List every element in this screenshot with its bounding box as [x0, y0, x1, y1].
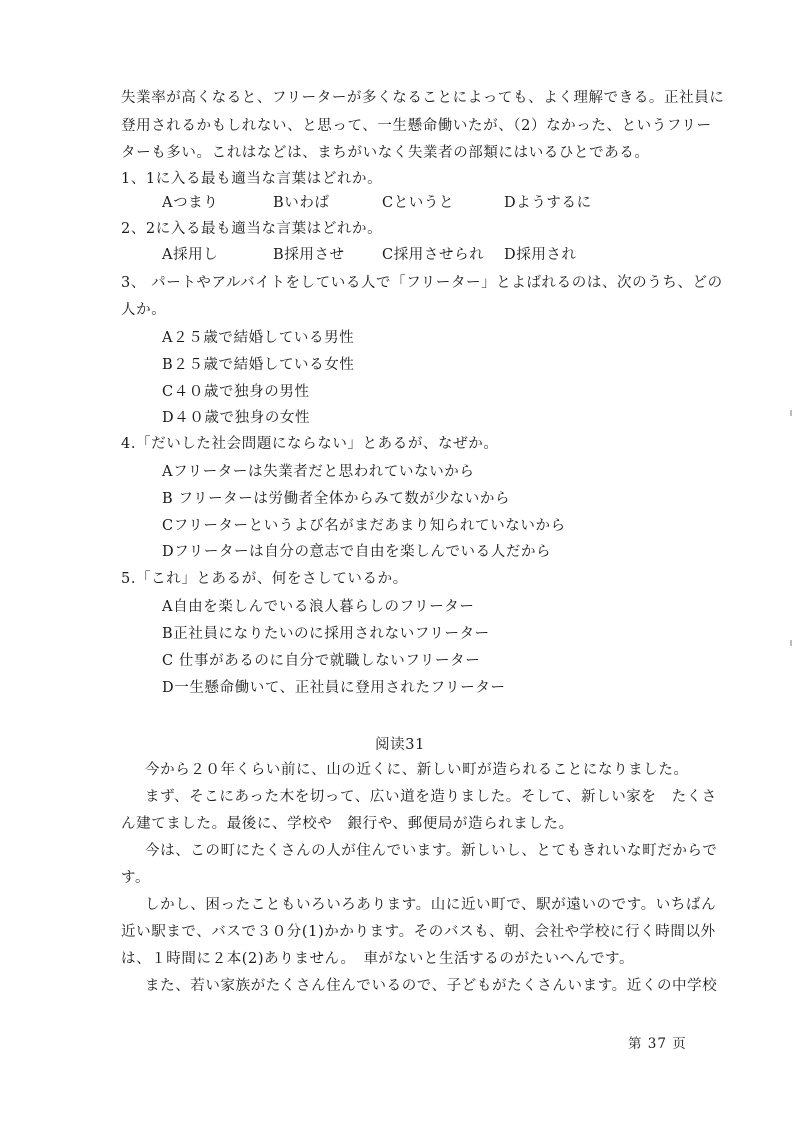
q4-option-c: Cフリーターというよび名がまだあまり知られていないから	[162, 518, 566, 534]
reading-line: ん建てました。最後に、学校や 銀行や、郵便局が造られました。	[121, 816, 574, 832]
page-number: 第 37 页	[628, 1036, 687, 1052]
question-3-stem-cont: 人か。	[121, 302, 167, 318]
question-1-stem: 1、1に入る最も適当な言葉はどれか。	[121, 171, 383, 187]
reading-line: 近い駅まで、バスで３０分(1)かかります。そのバスも、朝、会社や学校に行く時間以外	[121, 924, 716, 940]
q2-option-b: B採用させ	[273, 247, 345, 263]
q3-option-c: C４０歳で独身の男性	[162, 384, 310, 400]
reading-line: また、若い家族がたくさん住んでいるので、子どもがたくさんいます。近くの中学校	[145, 978, 718, 994]
q5-option-a: A自由を楽しんでいる浪人暮らしのフリーター	[162, 599, 475, 615]
passage-line: ターも多い。これはなどは、まちがいなく失業者の部類にはいるひとである。	[121, 145, 650, 161]
q4-option-b: B フリーターは労働者全体からみて数が少ないから	[162, 491, 511, 507]
reading-line: まず、そこにあった木を切って、広い道を造りました。そして、新しい家を たくさ	[145, 789, 717, 805]
q5-option-b: B正社員になりたいのに採用されないフリーター	[162, 626, 490, 642]
scan-mark	[790, 410, 792, 416]
reading-line: す。	[121, 870, 151, 886]
q2-option-c: C採用させられ	[382, 247, 485, 263]
q3-option-d: D４０歳で独身の女性	[162, 410, 311, 426]
q1-option-c: Cというと	[382, 195, 455, 211]
q3-option-b: B２５歳で結婚している女性	[162, 357, 355, 373]
passage-line: 登用されるかもしれない、と思って、一生懸命働いたが、（2）なかった、というフリー	[121, 118, 712, 134]
question-4-stem: 4.「だいした社会問題にならない」とあるが、なぜか。	[121, 436, 499, 452]
passage-line: 失業率が高くなると、フリーターが多くなることによっても、よく理解できる。正社員に	[121, 90, 725, 106]
q1-option-d: Dようするに	[504, 195, 592, 211]
q4-option-d: Dフリーターは自分の意志で自由を楽しんでいる人だから	[162, 544, 552, 560]
question-3-stem: 3、 パートやアルバイトをしている人で「フリーター」とよばれるのは、次のうち、どの	[121, 275, 723, 291]
q2-option-d: D採用され	[504, 247, 577, 263]
q5-option-c: C 仕事があるのに自分で就職しないフリーター	[162, 653, 481, 669]
reading-line: 今から２０年くらい前に、山の近くに、新しい町が造られることになりました。	[145, 762, 689, 778]
q2-option-a: A採用し	[162, 247, 219, 263]
scan-mark	[790, 640, 792, 646]
q1-option-a: Aつまり	[162, 195, 219, 211]
q3-option-a: A２５歳で結婚している男性	[162, 330, 355, 346]
reading-line: は、１時間に２本(2)ありません。 車がないと生活するのがたいへんです。	[121, 951, 635, 967]
section-title: 阅读31	[375, 737, 425, 753]
reading-line: 今は、この町にたくさんの人が住んでいます。新しいし、とてもきれいな町だからで	[145, 843, 718, 859]
q4-option-a: Aフリーターは失業者だと思われていないから	[162, 464, 475, 480]
question-2-stem: 2、2に入る最も適当な言葉はどれか。	[121, 221, 383, 237]
q5-option-d: D一生懸命働いて、正社員に登用されたフリーター	[162, 680, 506, 696]
question-5-stem: 5.「これ」とあるが、何をさしているか。	[121, 571, 408, 587]
reading-line: しかし、困ったこともいろいろあります。山に近い町で、駅が遠いのです。いちばん	[145, 897, 717, 913]
q1-option-b: Bいわば	[273, 195, 330, 211]
